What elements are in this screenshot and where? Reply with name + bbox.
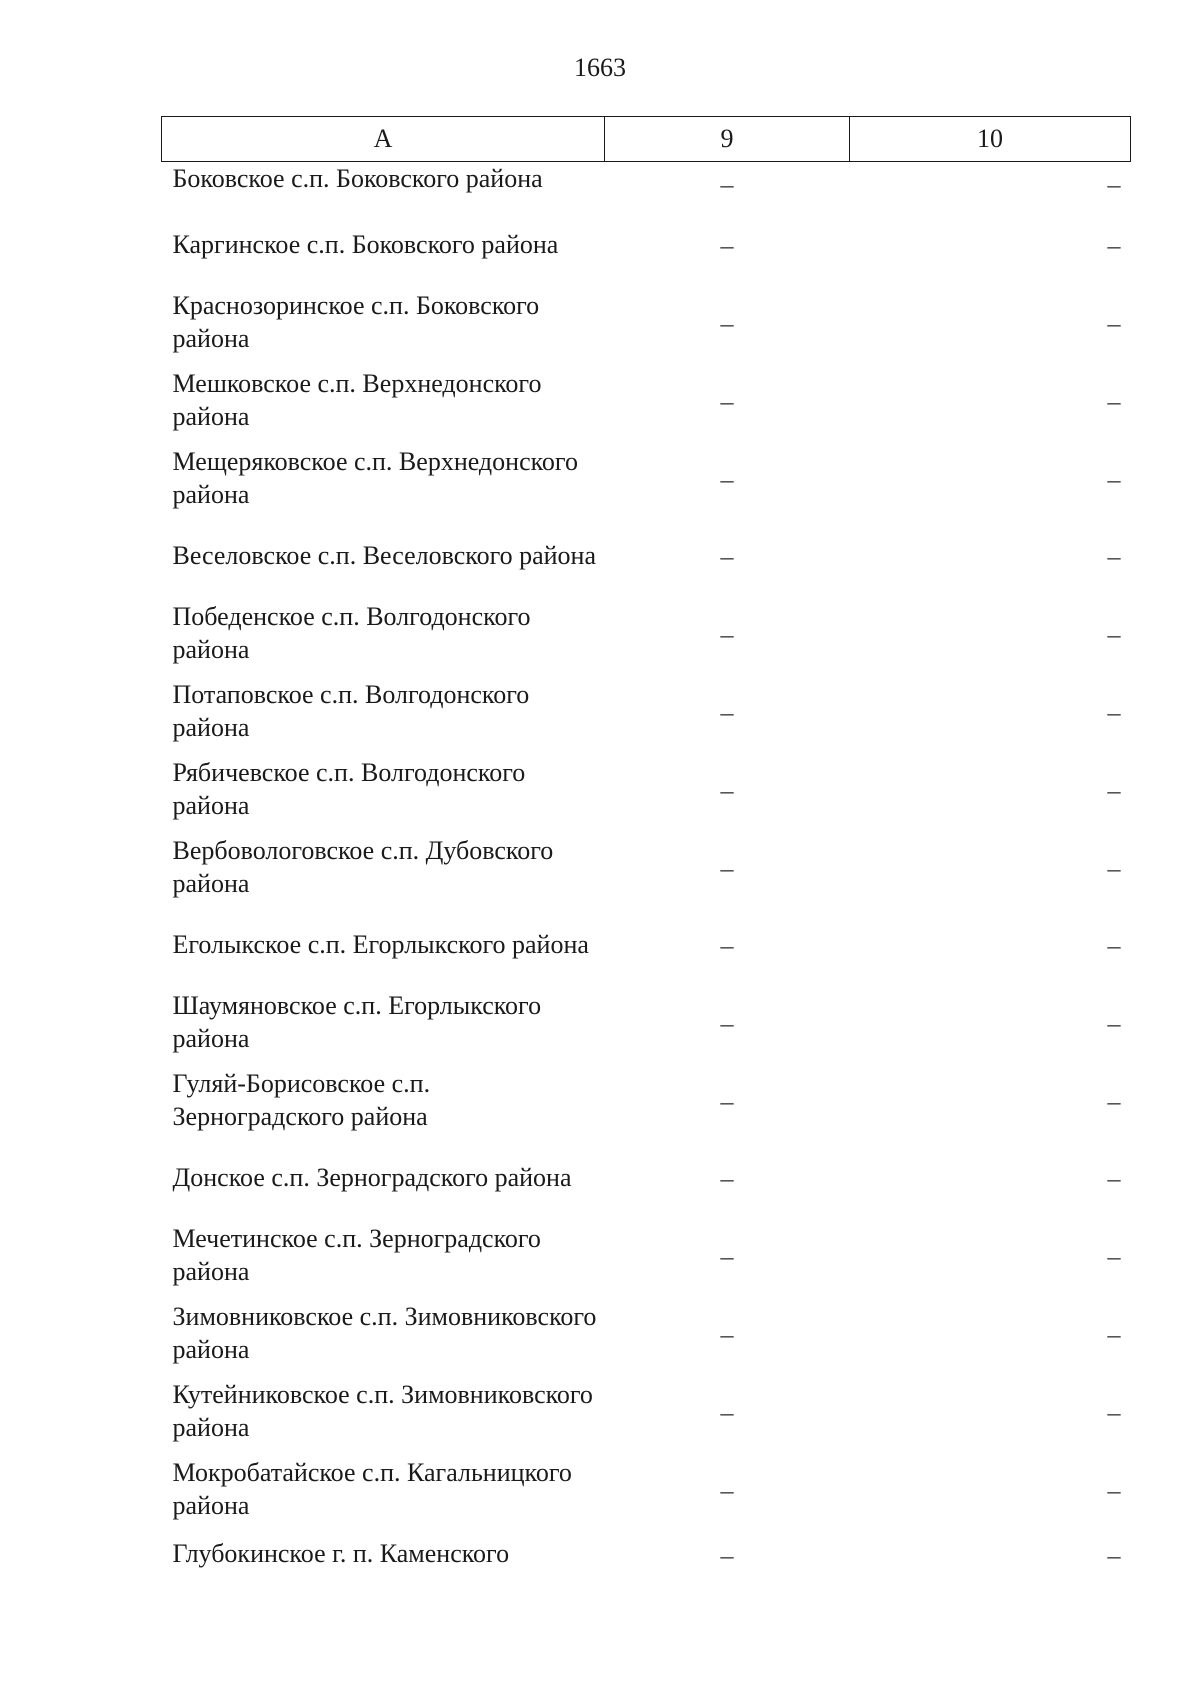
row-col-9-value: – — [720, 1475, 734, 1505]
table-row — [162, 1529, 1131, 1582]
row-col-9-value: – — [720, 542, 734, 571]
row-col-9-value: – — [720, 386, 734, 416]
table-row — [162, 595, 1131, 673]
row-col-10-value: – — [1107, 1541, 1121, 1570]
row-name: Краснозоринское с.п. Боковского района — [172, 291, 540, 353]
row-col-9-value: – — [720, 853, 734, 883]
row-col-9-value: – — [720, 697, 734, 727]
table-row — [162, 1373, 1131, 1451]
table-row — [162, 907, 1131, 984]
row-name: Мечетинское с.п. Зерноградского района — [172, 1224, 541, 1286]
table-row — [162, 518, 1131, 595]
row-name: Мокробатайское с.п. Кагальницкого района — [172, 1458, 572, 1520]
row-col-10-value: – — [1107, 1319, 1121, 1349]
row-col-10 — [850, 907, 1131, 984]
row-col-10-value: – — [1107, 775, 1121, 805]
row-col-10 — [850, 1217, 1131, 1295]
row-col-10 — [850, 1295, 1131, 1373]
table-row — [162, 751, 1131, 829]
row-name: Шаумяновское с.п. Егорлыкского района — [172, 991, 542, 1053]
row-col-10-value: – — [1107, 1241, 1121, 1271]
table-row — [162, 440, 1131, 518]
row-col-10-value: – — [1107, 542, 1121, 571]
row-col-9 — [605, 518, 850, 595]
row-col-9 — [605, 1373, 850, 1451]
table-row — [162, 1062, 1131, 1140]
row-col-10 — [850, 1373, 1131, 1451]
row-col-9 — [605, 984, 850, 1062]
row-name: Мещеряковское с.п. Верхнедонского района — [172, 447, 578, 509]
row-col-10 — [850, 1140, 1131, 1217]
row-col-10-value: – — [1107, 170, 1121, 199]
row-col-9 — [605, 751, 850, 829]
row-col-10-value: – — [1107, 231, 1121, 260]
row-col-10 — [850, 673, 1131, 751]
row-col-9 — [605, 829, 850, 907]
row-col-10-value: – — [1107, 697, 1121, 727]
row-col-10 — [850, 440, 1131, 518]
row-col-9 — [605, 284, 850, 362]
row-col-9-value: – — [720, 170, 734, 199]
table-row — [162, 362, 1131, 440]
row-col-9-value: – — [720, 464, 734, 494]
header-col-9: 9 — [605, 117, 850, 162]
row-col-10 — [850, 595, 1131, 673]
row-name: Потаповское с.п. Волгодонского района — [172, 680, 530, 742]
table-row — [162, 1295, 1131, 1373]
row-col-10 — [850, 1529, 1131, 1582]
row-col-9 — [605, 440, 850, 518]
row-col-9 — [605, 1529, 850, 1582]
row-col-9 — [605, 1451, 850, 1529]
row-col-9 — [605, 1217, 850, 1295]
page-number — [0, 50, 1200, 86]
row-col-9-value: – — [720, 1164, 734, 1193]
row-col-10 — [850, 829, 1131, 907]
row-col-9-value: – — [720, 775, 734, 805]
table-row — [162, 829, 1131, 907]
row-col-10-value: – — [1107, 853, 1121, 883]
row-col-9-value: – — [720, 1241, 734, 1271]
row-col-10 — [850, 1451, 1131, 1529]
row-name: Победенское с.п. Волгодонского района — [172, 602, 531, 664]
row-col-10-value: – — [1107, 931, 1121, 960]
table-body — [162, 162, 1131, 1583]
row-col-9-value: – — [720, 1541, 734, 1570]
row-col-9-value: – — [720, 1086, 734, 1116]
row-name: Веселовское с.п. Веселовского района — [172, 541, 596, 570]
row-col-10-value: – — [1107, 1397, 1121, 1427]
row-col-10 — [850, 751, 1131, 829]
row-col-9 — [605, 1295, 850, 1373]
row-col-9-value: – — [720, 308, 734, 338]
row-col-9-value: – — [720, 231, 734, 260]
row-col-10 — [850, 207, 1131, 284]
row-col-10 — [850, 518, 1131, 595]
row-name: Каргинское с.п. Боковского района — [172, 230, 559, 259]
table-header-row — [162, 117, 1131, 162]
row-col-10-value: – — [1107, 1008, 1121, 1038]
header-col-a: А — [162, 117, 605, 162]
row-col-10 — [850, 984, 1131, 1062]
table-row — [162, 1217, 1131, 1295]
row-name: Вербовологовское с.п. Дубовского района — [172, 836, 554, 898]
table-row — [162, 1451, 1131, 1529]
row-col-10-value: – — [1107, 464, 1121, 494]
row-col-10-value: – — [1107, 308, 1121, 338]
row-name: Глубокинское г. п. Каменского — [172, 1539, 510, 1568]
table-row — [162, 673, 1131, 751]
row-col-9-value: – — [720, 1397, 734, 1427]
row-name: Кутейниковское с.п. Зимовниковского района — [172, 1380, 593, 1442]
table-row — [162, 207, 1131, 284]
table-row — [162, 1140, 1131, 1217]
row-col-10-value: – — [1107, 386, 1121, 416]
table-row — [162, 162, 1131, 208]
table-row — [162, 284, 1131, 362]
row-col-10-value: – — [1107, 619, 1121, 649]
row-col-10 — [850, 362, 1131, 440]
row-name: Зимовниковское с.п. Зимовниковского района — [172, 1302, 597, 1364]
row-name: Гуляй-Борисовское с.п. Зерноградского района — [172, 1069, 431, 1131]
row-name: Боковское с.п. Боковского района — [172, 164, 543, 193]
row-col-9-value: – — [720, 1008, 734, 1038]
row-col-10 — [850, 284, 1131, 362]
row-col-9 — [605, 162, 850, 208]
row-name: Мешковское с.п. Верхнедонского района — [172, 369, 542, 431]
row-col-9 — [605, 207, 850, 284]
header-col-10: 10 — [850, 117, 1131, 162]
row-col-10-value: – — [1107, 1475, 1121, 1505]
row-col-10-value: – — [1107, 1086, 1121, 1116]
row-col-9 — [605, 362, 850, 440]
row-name: Еголыкское с.п. Егорлыкского района — [172, 930, 589, 959]
row-name: Донское с.п. Зерноградского района — [172, 1163, 572, 1192]
data-table — [161, 116, 1131, 1582]
page-number-text: 1663 — [574, 53, 626, 82]
row-col-9 — [605, 907, 850, 984]
row-col-10-value: – — [1107, 1164, 1121, 1193]
table-row — [162, 984, 1131, 1062]
row-col-9 — [605, 595, 850, 673]
row-col-9-value: – — [720, 931, 734, 960]
row-col-9-value: – — [720, 619, 734, 649]
row-col-9-value: – — [720, 1319, 734, 1349]
row-col-10 — [850, 1062, 1131, 1140]
row-col-9 — [605, 673, 850, 751]
row-col-9 — [605, 1062, 850, 1140]
row-col-10 — [850, 162, 1131, 208]
row-name: Рябичевское с.п. Волгодонского района — [172, 758, 526, 820]
row-col-9 — [605, 1140, 850, 1217]
